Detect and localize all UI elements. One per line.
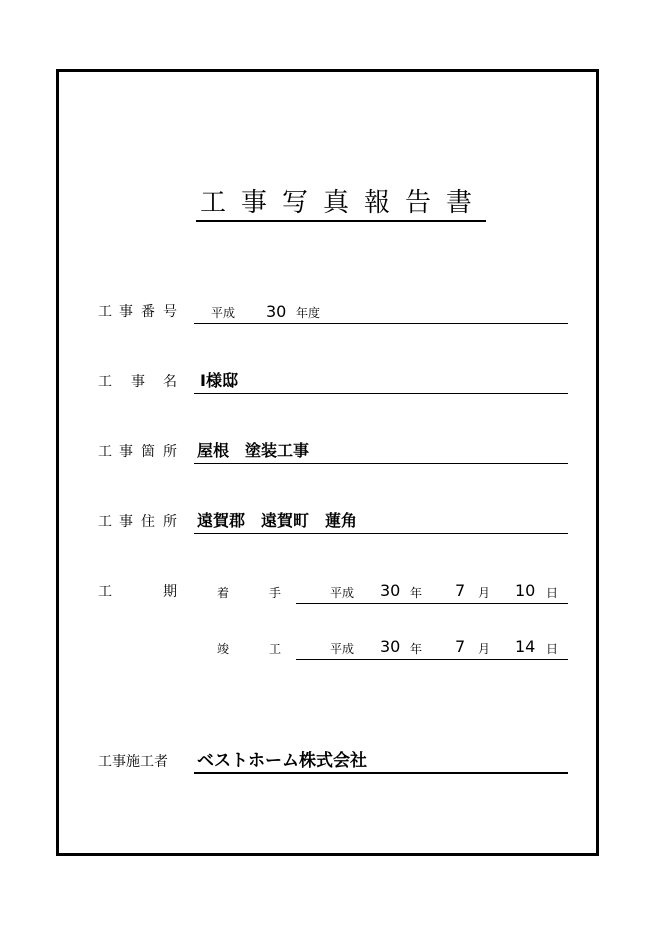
period-end-day-unit: 日	[546, 642, 559, 656]
period-end-year: 30	[380, 637, 401, 656]
period-end-year-unit: 年	[410, 642, 423, 656]
work-name-underline	[194, 393, 568, 394]
contractor-label: 工事施工者	[98, 754, 168, 770]
period-start-label-1: 着	[217, 586, 230, 600]
work-name-value: I様邸	[200, 371, 238, 390]
title-char: 事	[241, 188, 268, 218]
period-start-underline	[296, 603, 568, 604]
work-address-underline	[194, 533, 568, 534]
work-address-label: 工 事 住 所	[98, 514, 177, 530]
period-start-era: 平成	[330, 586, 355, 600]
title-char: 報	[364, 188, 391, 218]
work-location-value: 屋根 塗装工事	[197, 441, 310, 460]
period-start-month-unit: 月	[478, 586, 491, 600]
title-char: 書	[446, 188, 473, 218]
period-end-underline	[296, 659, 568, 660]
work-number-label: 工 事 番 号	[98, 304, 177, 320]
title-char: 工	[200, 188, 227, 218]
document-title	[196, 186, 486, 222]
title-char: 写	[282, 188, 309, 218]
contractor-underline	[194, 772, 568, 774]
work-number-era: 平成	[211, 306, 236, 320]
title-char: 告	[405, 188, 432, 218]
work-location-underline	[194, 463, 568, 464]
period-label: 工 期	[98, 584, 177, 600]
work-address-value: 遠賀郡 遠賀町 蓮角	[197, 511, 358, 530]
period-start-day: 10	[515, 581, 536, 600]
period-end-month: 7	[455, 637, 466, 656]
work-number-suffix: 年度	[296, 306, 321, 320]
period-start-day-unit: 日	[546, 586, 559, 600]
work-number-year: 30	[266, 302, 287, 321]
work-name-label: 工 事 名	[98, 374, 177, 390]
work-number-underline	[194, 323, 568, 324]
period-end-month-unit: 月	[478, 642, 491, 656]
period-end-day: 14	[515, 637, 536, 656]
period-start-year-unit: 年	[410, 586, 423, 600]
period-end-label-1: 竣	[217, 642, 230, 656]
period-end-label-2: 工	[269, 642, 282, 656]
title-char: 真	[323, 188, 350, 218]
period-end-era: 平成	[330, 642, 355, 656]
contractor-value: ベストホーム株式会社	[197, 751, 367, 771]
work-location-label: 工 事 箇 所	[98, 444, 177, 460]
period-start-label-2: 手	[269, 586, 282, 600]
period-start-year: 30	[380, 581, 401, 600]
period-start-month: 7	[455, 581, 466, 600]
